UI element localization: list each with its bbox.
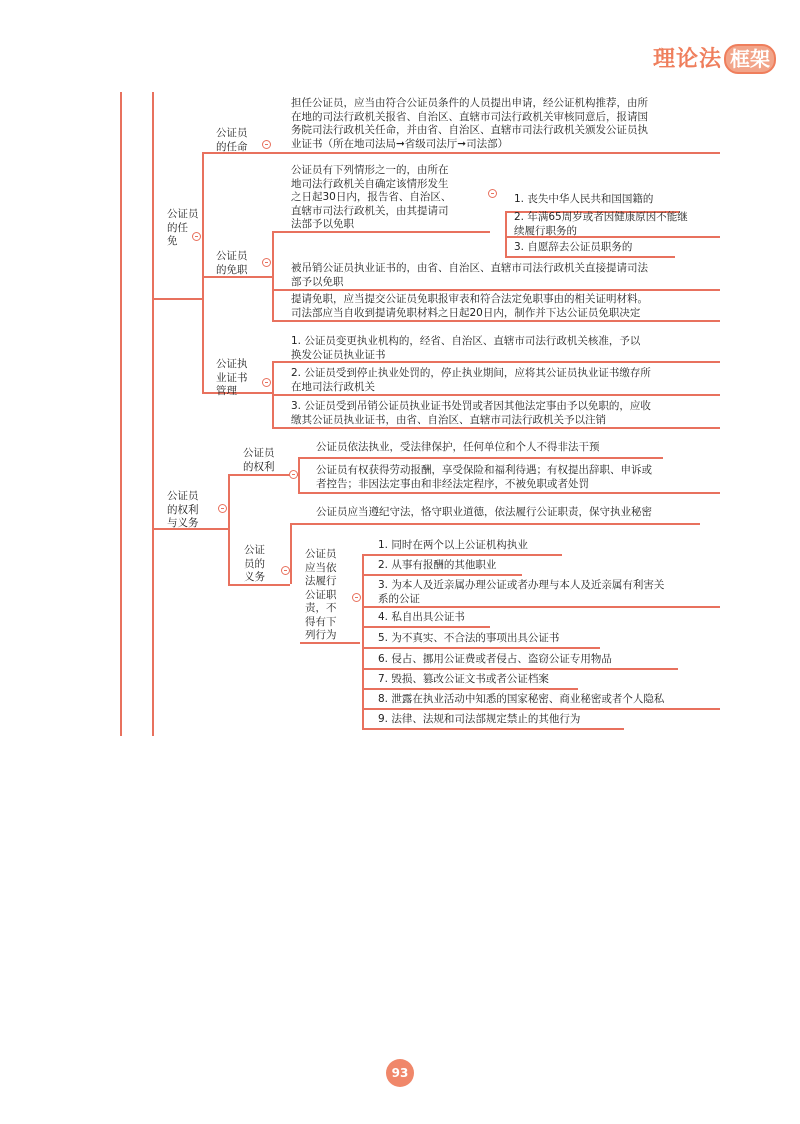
prohibit-item: 9. 法律、法规和司法部规定禁止的其他行为 [378, 713, 581, 725]
duties-general: 公证员应当遵纪守法，恪守职业道德，依法履行公证职责，保守执业秘密 [316, 506, 652, 518]
brand-badge: 框架 [724, 44, 776, 74]
removal-condition: 公证员有下列情形之一的，由所在 地司法行政机关自确定该情形发生 之日起30日内，报告省、自治区、 直辖市司法行政机关，由其提请司 法部予以免职 [291, 164, 452, 230]
prohibit-item: 3. 为本人及近亲属办理公证或者办理与本人及近亲属有利害关 系的公证 [378, 579, 665, 605]
collapse-icon[interactable] [488, 189, 497, 198]
appoint-label: 公证员 的任命 [216, 127, 248, 153]
prohibit-item: 2. 从事有报酬的其他职业 [378, 559, 497, 571]
prohibit-item: 7. 毁损、篡改公证文书或者公证档案 [378, 673, 549, 685]
collapse-icon[interactable] [218, 504, 227, 513]
cert-label: 公证执 业证书 管理 [216, 358, 248, 397]
collapse-icon[interactable] [262, 258, 271, 267]
collapse-icon[interactable] [281, 566, 290, 575]
section-rights-duties-title: 公证员 的权利 与义务 [167, 490, 199, 529]
prohibit-item: 1. 同时在两个以上公证机构执业 [378, 539, 528, 551]
prohibit-item: 8. 泄露在执业活动中知悉的国家秘密、商业秘密或者个人隐私 [378, 693, 665, 705]
prohibit-item: 5. 为不真实、不合法的事项出具公证书 [378, 632, 560, 644]
duties-label: 公证 员的 义务 [244, 544, 265, 583]
removal-item: 2. 年满65周岁或者因健康原因不能继 续履行职务的 [514, 211, 688, 237]
rights-item: 公证员依法执业，受法律保护，任何单位和个人不得非法干预 [316, 441, 600, 453]
collapse-icon[interactable] [262, 140, 271, 149]
page-number: 93 [386, 1059, 414, 1087]
collapse-icon[interactable] [262, 378, 271, 387]
collapse-icon[interactable] [289, 470, 298, 479]
collapse-icon[interactable] [192, 232, 201, 241]
prohibit-item: 4. 私自出具公证书 [378, 611, 465, 623]
prohibit-label: 公证员 应当依 法履行 公证职 责，不 得有下 列行为 [305, 548, 337, 641]
rights-item: 公证员有权获得劳动报酬，享受保险和福利待遇；有权提出辞职、申诉或 者控告；非因法定事由和非经法定程序，不被免职或者处罚 [316, 464, 652, 490]
removal-item: 1. 丧失中华人民共和国国籍的 [514, 193, 654, 205]
removal-label: 公证员 的免职 [216, 250, 248, 276]
removal-revoked: 被吊销公证员执业证书的，由省、自治区、直辖市司法行政机关直接提请司法 部予以免职 [291, 262, 648, 288]
cert-item: 2. 公证员受到停止执业处罚的，停止执业期间，应将其公证员执业证书缴存所 在地司法行政机关 [291, 367, 651, 393]
prohibit-item: 6. 侵占、挪用公证费或者侵占、盗窃公证专用物品 [378, 653, 612, 665]
section-appointment-title: 公证员 的任 免 [167, 208, 199, 247]
cert-item: 3. 公证员受到吊销公证员执业证书处罚或者因其他法定事由予以免职的，应收 缴其公证员执业证书，由省、自治区、直辖市司法行政机关予以注销 [291, 400, 651, 426]
rights-label: 公证员 的权利 [243, 447, 275, 473]
appoint-text: 担任公证员，应当由符合公证员条件的人员提出申请，经公证机构推荐，由所 在地的司法行政机关报省、自治区、直辖市司法行政机关审核同意后，报请国 务院司法行政机关任命，并由省、自治区、直辖市司法行政机关颁发公证员执 业证书（所在地司法局➞省级司法厅➞司法部） [291, 97, 648, 150]
brand-logo [653, 42, 776, 74]
cert-item: 1. 公证员变更执业机构的，经省、自治区、直辖市司法行政机关核准，予以 换发公证员执业证书 [291, 335, 641, 361]
removal-item: 3. 自愿辞去公证员职务的 [514, 241, 633, 253]
collapse-icon[interactable] [352, 593, 361, 602]
brand-main: 理论法 [652, 47, 722, 72]
removal-procedure: 提请免职，应当提交公证员免职报审表和符合法定免职事由的相关证明材料。 司法部应当自收到提请免职材料之日起20日内，制作并下达公证员免职决定 [291, 293, 648, 319]
